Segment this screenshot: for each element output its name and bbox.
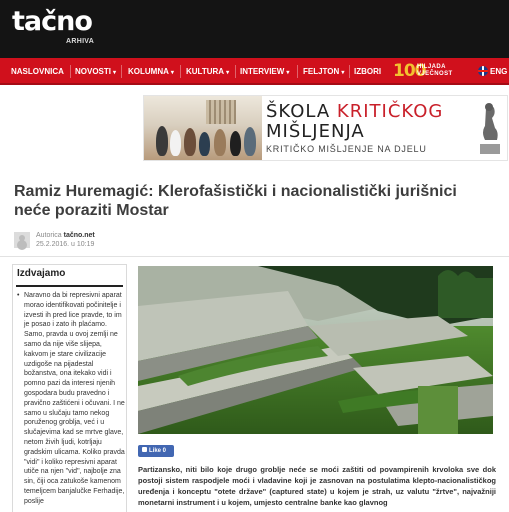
main-nav (0, 58, 509, 85)
article-photo (138, 266, 493, 434)
nav-item-interview[interactable]: INTERVIEW ▾ (240, 67, 290, 76)
author-link[interactable]: tačno.net (63, 232, 95, 239)
nav-item-naslovnica[interactable]: NASLOVNICA (11, 67, 64, 76)
banner-title: ŠKOLA KRITIČKOG (266, 101, 444, 122)
facebook-like-button[interactable]: Like 0 (138, 445, 174, 457)
chevron-down-icon: ▾ (286, 70, 290, 76)
nav-divider (180, 65, 181, 78)
article-title: Ramiz Huremagić: Klerofašistički i nacionalistički jurišnici neće poraziti Mostar (14, 183, 457, 219)
nav-item-novosti[interactable]: NOVOSTI ▾ (75, 67, 117, 76)
nav-item-kultura[interactable]: KULTURA ▾ (186, 67, 230, 76)
chevron-down-icon: ▾ (341, 70, 345, 76)
special-line-2: VJEČNOST (417, 71, 453, 77)
banner-skola-kritickog-misljenja[interactable] (143, 95, 508, 161)
nav-item-feljton[interactable]: FELJTON ▾ (303, 67, 345, 76)
thinker-statue-icon (476, 100, 502, 156)
special-line-1: HILJADA (417, 64, 446, 70)
divider (0, 256, 509, 257)
nav-divider (70, 65, 71, 78)
sidebar-underline (16, 285, 123, 287)
chevron-down-icon: ▾ (113, 70, 117, 76)
article-date: 25.2.2016. u 10:19 (36, 241, 95, 248)
sidebar-izdvajamo (12, 264, 127, 512)
article-lead: Partizansko, niti bilo koje drugo groblje neće se moći zaštiti od povampirenih krvoloka sve dok postoji sistem raspodjele moći i vladavine koji je zasnovan na postulatima klepto-nacionalističkog uređenja i konceptu "otete države" (captured state) u kojem je strah, uz valutu "žrtve", najvažniji monetarni instrument i u kojem, umjesto centralne banke kao glavnog (138, 465, 496, 507)
author-byline: Autorica tačno.net (36, 232, 95, 239)
nav-divider (297, 65, 298, 78)
site-logo[interactable]: tačno (12, 6, 92, 37)
language-switch[interactable]: ENG (490, 67, 508, 76)
nav-divider (349, 65, 350, 78)
sidebar-quote: • Naravno da bi represivni aparat morao identifikovati počinitelje i izvesti ih pred lice pravde, to im je posao i zato ih plaćamo. Samo, pravda u ovoj zemlji ne samo da nije više slijepa, kakvom je stare civilizacije uzdigoše na pijadestal božanstva, ona itekako vidi i pomno pazi da interesi njenih gospodara budu pravedno i pravično zaštićeni i očuvani. I ne samo u slučaju tamo nekog poruženog groblja, već i u slučajevima kad se mrtve glave, netom živih ljudi, kotrljaju gradskim ulicama. Koliko pravda "vidi" i koliko represivni aparat utiče na njen "vid", najbolje zna sin, čiji oca zatukoše kamenom temeljcem banjalučke Ferhadije, poslije (17, 291, 125, 507)
banner-subtitle: KRITIČKO MIŠLJENJE NA DJELU (266, 144, 427, 154)
author-avatar (14, 232, 30, 248)
banner-title-line2: MIŠLJENJA (266, 121, 365, 142)
nav-item-kolumna[interactable]: KOLUMNA ▾ (128, 67, 174, 76)
chevron-down-icon: ▾ (226, 70, 230, 76)
special-number: 100 (393, 61, 426, 81)
sidebar-heading: Izdvajamo (17, 268, 66, 279)
banner-photo (144, 96, 262, 160)
thumbs-up-icon (142, 447, 147, 452)
uk-flag-icon[interactable] (478, 66, 488, 76)
nav-divider (121, 65, 122, 78)
logo-archive-label: ARHIVA (66, 38, 95, 45)
site-header (0, 0, 509, 58)
chevron-down-icon: ▾ (170, 70, 174, 76)
nav-item-izbori[interactable]: IZBORI (354, 67, 382, 76)
nav-divider (235, 65, 236, 78)
